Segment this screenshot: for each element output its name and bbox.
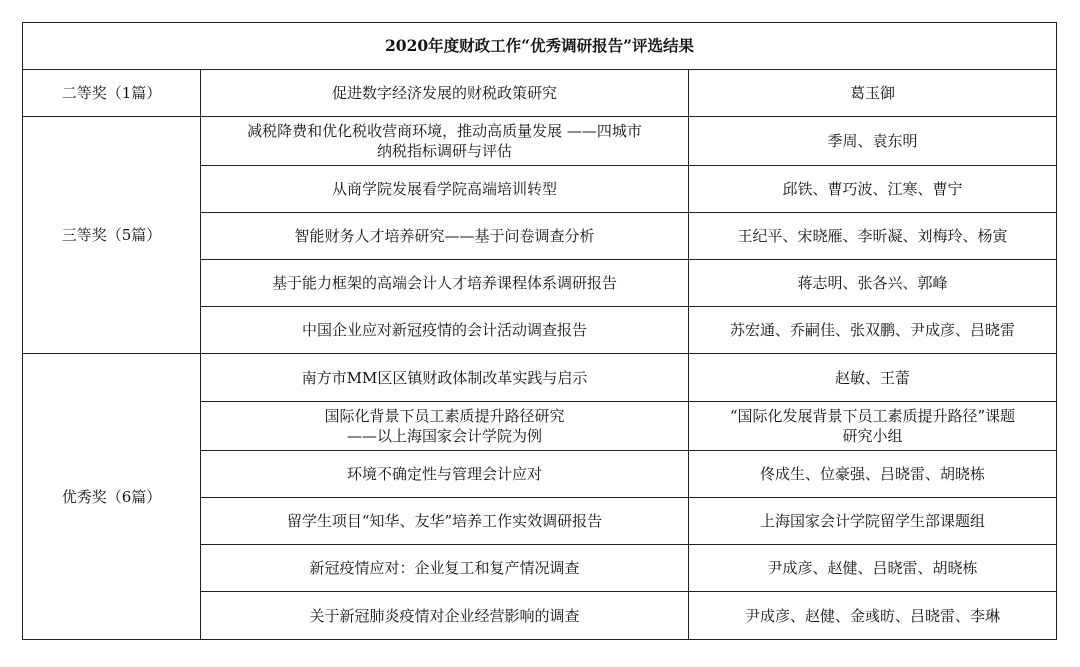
- authors-line: 葛玉御: [850, 84, 896, 102]
- authors-line: 季周、袁东明: [827, 132, 918, 150]
- report-title-line: 南方市MM区区镇财政体制改革实践与启示: [301, 368, 588, 387]
- authors-cell: [689, 402, 1057, 451]
- authors-line: 蒋志明、张各兴、郭峰: [797, 274, 948, 292]
- authors-cell: [689, 70, 1057, 117]
- authors-line: 尹成彦、赵健、吕晓雷、胡晓栋: [767, 559, 978, 577]
- authors-line: “国际化发展背景下员工素质提升路径”课题: [729, 407, 1016, 425]
- award-level-cell: 三等奖（5篇）: [23, 117, 201, 354]
- results-table: [22, 22, 1057, 640]
- report-title-line: 从商学院发展看学院高端培训转型: [331, 180, 557, 198]
- report-title-line: 中国企业应对新冠疫情的会计活动调查报告: [301, 321, 587, 339]
- authors-line: 苏宏通、乔嗣佳、张双鹏、尹成彦、吕晓雷: [730, 321, 1016, 339]
- authors-line: 邱铁、曹巧波、江寒、曹宁: [782, 180, 963, 198]
- authors-cell: [689, 498, 1057, 545]
- report-title-line: 纳税指标调研与评估: [376, 142, 512, 160]
- report-title-cell: [201, 213, 689, 260]
- report-title-line: 新冠疫情应对：企业复工和复产情况调查: [309, 559, 580, 577]
- report-title-cell: [201, 402, 689, 451]
- award-level-cell: 优秀奖（6篇）: [23, 354, 201, 640]
- table-row: [23, 354, 1057, 402]
- authors-cell: [689, 545, 1057, 592]
- report-title-cell: [201, 307, 689, 354]
- report-title-line: 基于能力框架的高端会计人才培养课程体系调研报告: [271, 274, 617, 292]
- authors-cell: [689, 213, 1057, 260]
- authors-line: 佟成生、位豪强、吕晓雷、胡晓栋: [760, 465, 986, 483]
- table-row: [23, 70, 1057, 117]
- report-title-cell: [201, 592, 689, 640]
- authors-cell: [689, 166, 1057, 213]
- authors-line: 王纪平、宋晓雁、李昕凝、刘梅玲、杨寅: [737, 227, 1008, 245]
- report-title-cell: [201, 545, 689, 592]
- authors-cell: [689, 117, 1057, 166]
- authors-line: 赵敏、王蕾: [835, 368, 911, 387]
- report-title-line: 关于新冠肺炎疫情对企业经营影响的调查: [309, 606, 580, 625]
- report-title-cell: [201, 166, 689, 213]
- report-title-cell: [201, 451, 689, 498]
- authors-cell: [689, 451, 1057, 498]
- report-title-cell: [201, 498, 689, 545]
- report-title-line: 环境不确定性与管理会计应对: [346, 465, 542, 483]
- results-table-body: [23, 23, 1057, 640]
- authors-line: 尹成彦、赵健、金彧昉、吕晓雷、李琳: [745, 606, 1001, 625]
- report-title-line: 国际化背景下员工素质提升路径研究: [324, 407, 565, 425]
- authors-cell: [689, 354, 1057, 402]
- report-title-line: 智能财务人才培养研究——基于问卷调查分析: [294, 227, 595, 245]
- authors-cell: [689, 260, 1057, 307]
- report-title-line: 减税降费和优化税收营商环境，推动高质量发展 ——四城市: [247, 122, 642, 140]
- report-title-line: ——以上海国家会计学院为例: [346, 427, 542, 445]
- authors-line: 研究小组: [842, 427, 903, 445]
- report-title-line: 促进数字经济发展的财税政策研究: [331, 84, 557, 102]
- award-level-cell: 二等奖（1篇）: [23, 70, 201, 117]
- report-title-line: 留学生项目“知华、友华”培养工作实效调研报告: [286, 512, 603, 530]
- report-title-cell: [201, 70, 689, 117]
- table-title: 2020年度财政工作“优秀调研报告”评选结果: [23, 23, 1057, 70]
- authors-line: 上海国家会计学院留学生部课题组: [760, 512, 986, 530]
- report-title-cell: [201, 354, 689, 402]
- report-title-cell: [201, 117, 689, 166]
- report-title-cell: [201, 260, 689, 307]
- authors-cell: [689, 307, 1057, 354]
- table-row: [23, 117, 1057, 166]
- authors-cell: [689, 592, 1057, 640]
